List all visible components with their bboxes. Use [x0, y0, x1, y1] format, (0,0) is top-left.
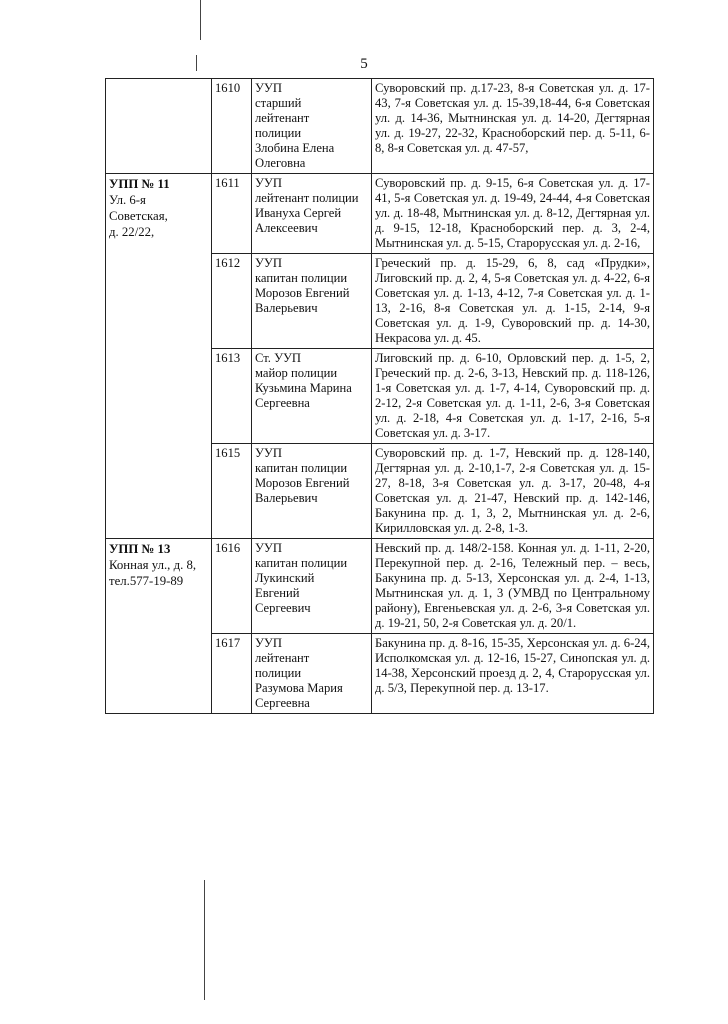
officer-line: УУП: [255, 176, 282, 190]
scan-margin-mark: [200, 0, 201, 40]
officer-cell: [252, 444, 372, 539]
police-post-cell: [106, 539, 212, 714]
police-post-cell: [106, 174, 212, 539]
officer-line: Валерьевич: [255, 491, 318, 505]
district-number: 1615: [212, 444, 252, 539]
officer-line: лейтенант: [255, 651, 310, 665]
officer-line: Олеговна: [255, 156, 306, 170]
officer-cell: [252, 254, 372, 349]
police-post-title: УПП № 11: [109, 177, 170, 191]
officer-line: Морозов Евгений: [255, 476, 350, 490]
district-number: 1611: [212, 174, 252, 254]
served-addresses: Суворовский пр. д. 9-15, 6-я Советская ул. д. 17-41, 5-я Советская ул. д. 19-49, 24-44, 4-я Советская ул. д. 18-48, Мытнинская ул. д. 8-12, Дегтярная ул. д. 9-15, 12-18, Красноборский пер. д. 3, 2-4, Мытнинская ул. д. 5-15, Старорусская ул. д. 2-16,: [372, 174, 654, 254]
officer-line: УУП: [255, 81, 282, 95]
officer-line: Валерьевич: [255, 301, 318, 315]
served-addresses: Суворовский пр. д.17-23, 8-я Советская ул. д. 17-43, 7-я Советская ул. д. 15-39,18-44, 6-я Советская ул. д. 14-36, Мытнинская ул. д. 14-20, Дегтярная ул. д. 19-27, 22-32, Красноборский пер. д. 5-11, 6-8, 8-я Советская ул. д. 47-57,: [372, 79, 654, 174]
officer-line: лейтенант полиции: [255, 191, 359, 205]
officer-cell: [252, 79, 372, 174]
officer-line: капитан полиции: [255, 461, 348, 475]
served-addresses: Греческий пр. д. 15-29, 6, 8, сад «Прудки», Лиговский пр. д. 2, 4, 5-я Советская ул. д. 4-22, 6-я Советская ул. д. 1-13, 4-12, 7-я Советская ул. д. 1-13, 2-16, 8-я Советская ул. д. 1-15, 2-14, 9-я Советская ул. д. 1-9, Суворовский пр. д. 14-30, Некрасова ул. д. 45.: [372, 254, 654, 349]
officer-line: майор полиции: [255, 366, 338, 380]
served-addresses: Невский пр. д. 148/2-158. Конная ул. д. 1-11, 2-20, Перекупной пер. д. 2-16, Тележный пер. – весь, Бакунина пр. д. 5-13, Херсонская ул. д. 2-4, 1-13, Мытнинская ул. д. 1, 3 (УМВД по Центральному району), Евгеньевская ул. д. 2-6, 3-я Советская ул. д. 19-21, 50, 2-я Советская ул. д. 20/1.: [372, 539, 654, 634]
officer-line: Морозов Евгений: [255, 286, 350, 300]
officer-line: Лукинский: [255, 571, 315, 585]
table-row: [106, 79, 654, 174]
police-post-address-line: Советская,: [109, 209, 168, 223]
district-number: 1612: [212, 254, 252, 349]
served-addresses: Бакунина пр. д. 8-16, 15-35, Херсонская ул. д. 6-24, Исполкомская ул. д. 12-16, 15-27, Синопская ул. д. 14-38, Херсонский проезд д. 2, 4, Старорусская ул. д. 5/3, Перекупной пер. д. 13-17.: [372, 634, 654, 714]
table-row: [106, 539, 654, 634]
officer-cell: [252, 634, 372, 714]
officer-cell: [252, 349, 372, 444]
page-number: 5: [360, 56, 368, 72]
police-post-cell: [106, 79, 212, 174]
officer-line: капитан полиции: [255, 271, 348, 285]
district-number: 1610: [212, 79, 252, 174]
officer-line: Евгений: [255, 586, 300, 600]
officer-cell: [252, 174, 372, 254]
officer-line: капитан полиции: [255, 556, 348, 570]
officer-line: Кузьмина Марина: [255, 381, 352, 395]
officer-line: УУП: [255, 541, 282, 555]
police-post-address-line: Ул. 6-я: [109, 193, 146, 207]
served-addresses: Лиговский пр. д. 6-10, Орловский пер. д. 1-5, 2, Греческий пр. д. 2-6, 3-13, Невский пр. д. 118-126, 1-я Советская ул. д. 1-7, 4-14, Суворовский пр. д. 2-12, 2-я Советская ул. д. 1-11, 2-6, 3-я Советская ул. д. 2-18, 4-я Советская ул. д. 1-17, 2-16, 5-я Советская ул. д. 3-17.: [372, 349, 654, 444]
officer-cell: [252, 539, 372, 634]
officer-line: Разумова Мария: [255, 681, 343, 695]
officer-line: Сергеевна: [255, 696, 310, 710]
police-post-address-line: д. 22/22,: [109, 225, 155, 239]
district-number: 1617: [212, 634, 252, 714]
officer-line: полиции: [255, 126, 302, 140]
officer-line: Сергеевич: [255, 601, 311, 615]
officer-line: полиции: [255, 666, 302, 680]
scan-margin-mark: [204, 880, 205, 1000]
officer-line: лейтенант: [255, 111, 310, 125]
officer-line: Злобина Елена: [255, 141, 335, 155]
police-post-address-line: Конная ул., д. 8,: [109, 558, 197, 572]
officer-line: УУП: [255, 446, 282, 460]
officer-line: Ивануха Сергей: [255, 206, 342, 220]
officer-line: УУП: [255, 256, 282, 270]
officer-line: УУП: [255, 636, 282, 650]
officer-line: Алексеевич: [255, 221, 318, 235]
district-number: 1616: [212, 539, 252, 634]
table-row: [106, 174, 654, 254]
district-officers-table: [105, 78, 654, 714]
police-post-address-line: тел.577-19-89: [109, 574, 184, 588]
served-addresses: Суворовский пр. д. 1-7, Невский пр. д. 128-140, Дегтярная ул. д. 2-10,1-7, 2-я Советская ул. д. 15-27, 8-18, 3-я Советская ул. д. 3-17, 20-48, 4-я Советская ул. д. 21-47, Невский пр. д. 142-146, Бакунина пр. д. 1, 3, 2, Мытнинская ул. д. 2-6, Кирилловская ул. д. 2-8, 1-3.: [372, 444, 654, 539]
police-post-title: УПП № 13: [109, 542, 171, 556]
officer-line: Сергеевна: [255, 396, 310, 410]
officer-line: Ст. УУП: [255, 351, 302, 365]
officer-line: старший: [255, 96, 302, 110]
district-number: 1613: [212, 349, 252, 444]
